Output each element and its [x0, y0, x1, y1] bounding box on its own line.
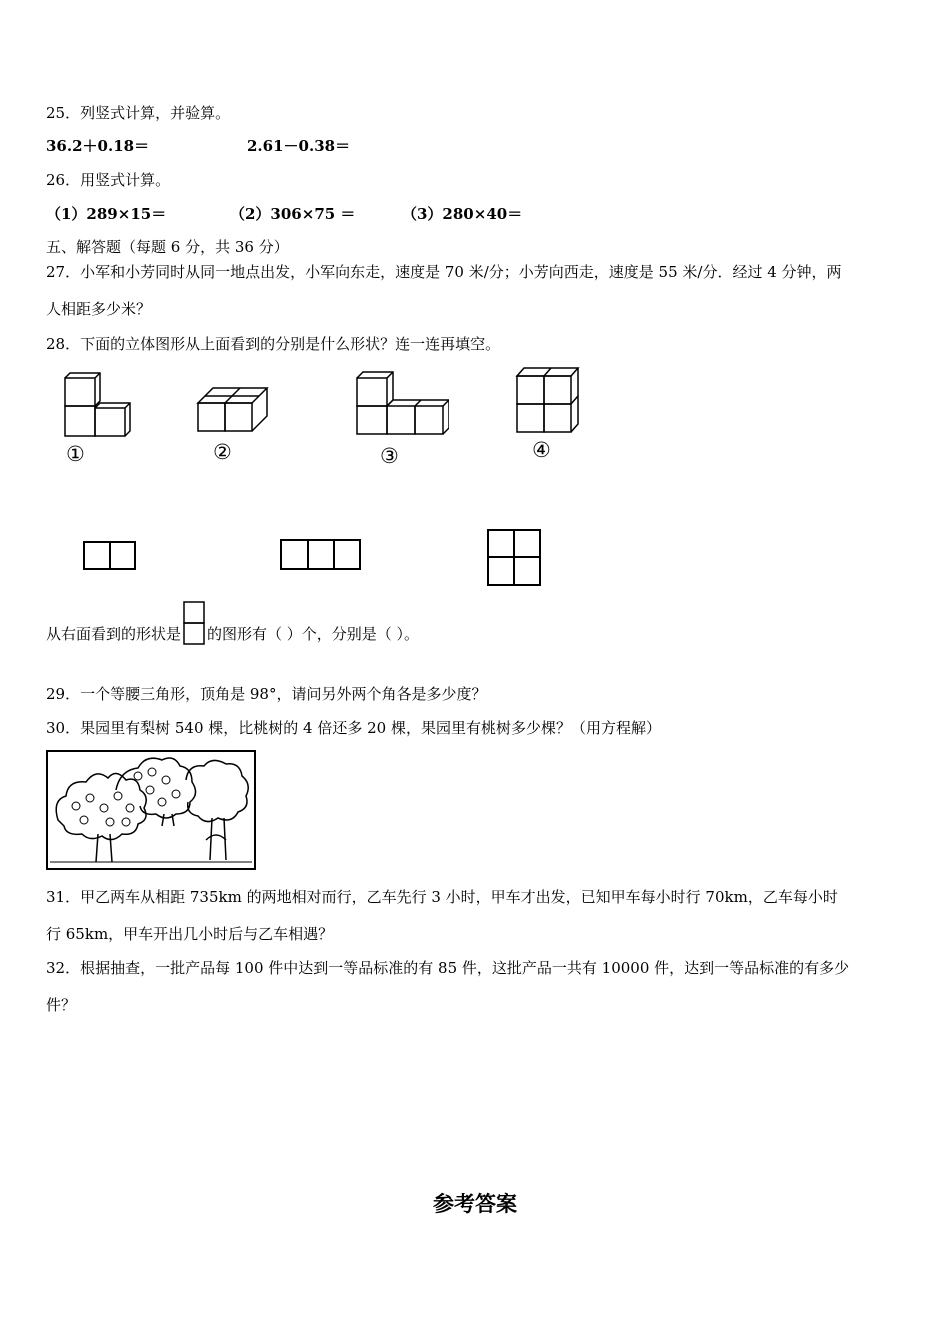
- q26-expr2: （2）306×75 ＝: [230, 205, 356, 223]
- answer-title: 参考答案: [433, 1192, 517, 1216]
- q31-line1: 31．甲乙两车从相距 735km 的两地相对而行，乙车先行 3 小时，甲车才出发，已知甲车每小时行 70km，乙车每小时: [46, 888, 838, 906]
- q28-fill-suffix: 的图形有（ ）个，分别是（ ）。: [207, 625, 420, 643]
- q27-line1: 27．小军和小芳同时从同一地点出发，小军向东走，速度是 70 米/分；小芳向西走，速度是 55 米/分．经过 4 分钟，两: [46, 263, 842, 281]
- top-view-three-squares: [279, 538, 363, 572]
- solid-figure-3: [354, 370, 449, 438]
- q28-title: 28．下面的立体图形从上面看到的分别是什么形状？连一连再填空。: [46, 335, 501, 353]
- q26-title: 26．用竖式计算。: [46, 171, 171, 189]
- q25-expr2: 2.61－0.38＝: [247, 137, 351, 155]
- solid-figure-2: [195, 385, 275, 437]
- top-view-two-squares: [82, 540, 138, 572]
- right-view-shape: [181, 625, 207, 645]
- solid-figure-4: [514, 366, 584, 436]
- q29-text: 29．一个等腰三角形，顶角是 98°，请问另外两个角各是多少度？: [46, 685, 487, 703]
- q30-text: 30．果园里有梨树 540 棵，比桃树的 4 倍还多 20 棵，果园里有桃树多少棵？（用方程解）: [46, 719, 661, 737]
- q27-line2: 人相距多少米？: [46, 300, 152, 318]
- q32-line2: 件？: [46, 996, 77, 1014]
- q32-line1: 32．根据抽查，一批产品每 100 件中达到一等品标准的有 85 件，这批产品一共有 10000 件，达到一等品标准的有多少: [46, 959, 850, 977]
- q31-line2: 行 65km，甲车开出几小时后与乙车相遇？: [46, 925, 334, 943]
- top-view-four-squares: [486, 528, 544, 588]
- solid-label-1: ①: [66, 442, 85, 466]
- orchard-picture: [46, 750, 258, 872]
- section5-title: 五、解答题（每题 6 分，共 36 分）: [46, 238, 289, 256]
- solid-figure-1: [62, 372, 132, 442]
- q25-expr1: 36.2＋0.18＝: [46, 137, 150, 155]
- solid-label-4: ④: [532, 438, 551, 462]
- solid-label-3: ③: [380, 444, 399, 468]
- q26-expr3: （3）280×40＝: [402, 205, 523, 223]
- q28-fill-line: [46, 624, 419, 645]
- q28-fill-prefix: 从右面看到的形状是: [46, 625, 182, 643]
- q25-title: 25．列竖式计算，并验算。: [46, 104, 231, 122]
- q26-expr1: （1）289×15＝: [46, 205, 167, 223]
- solid-label-2: ②: [213, 440, 232, 464]
